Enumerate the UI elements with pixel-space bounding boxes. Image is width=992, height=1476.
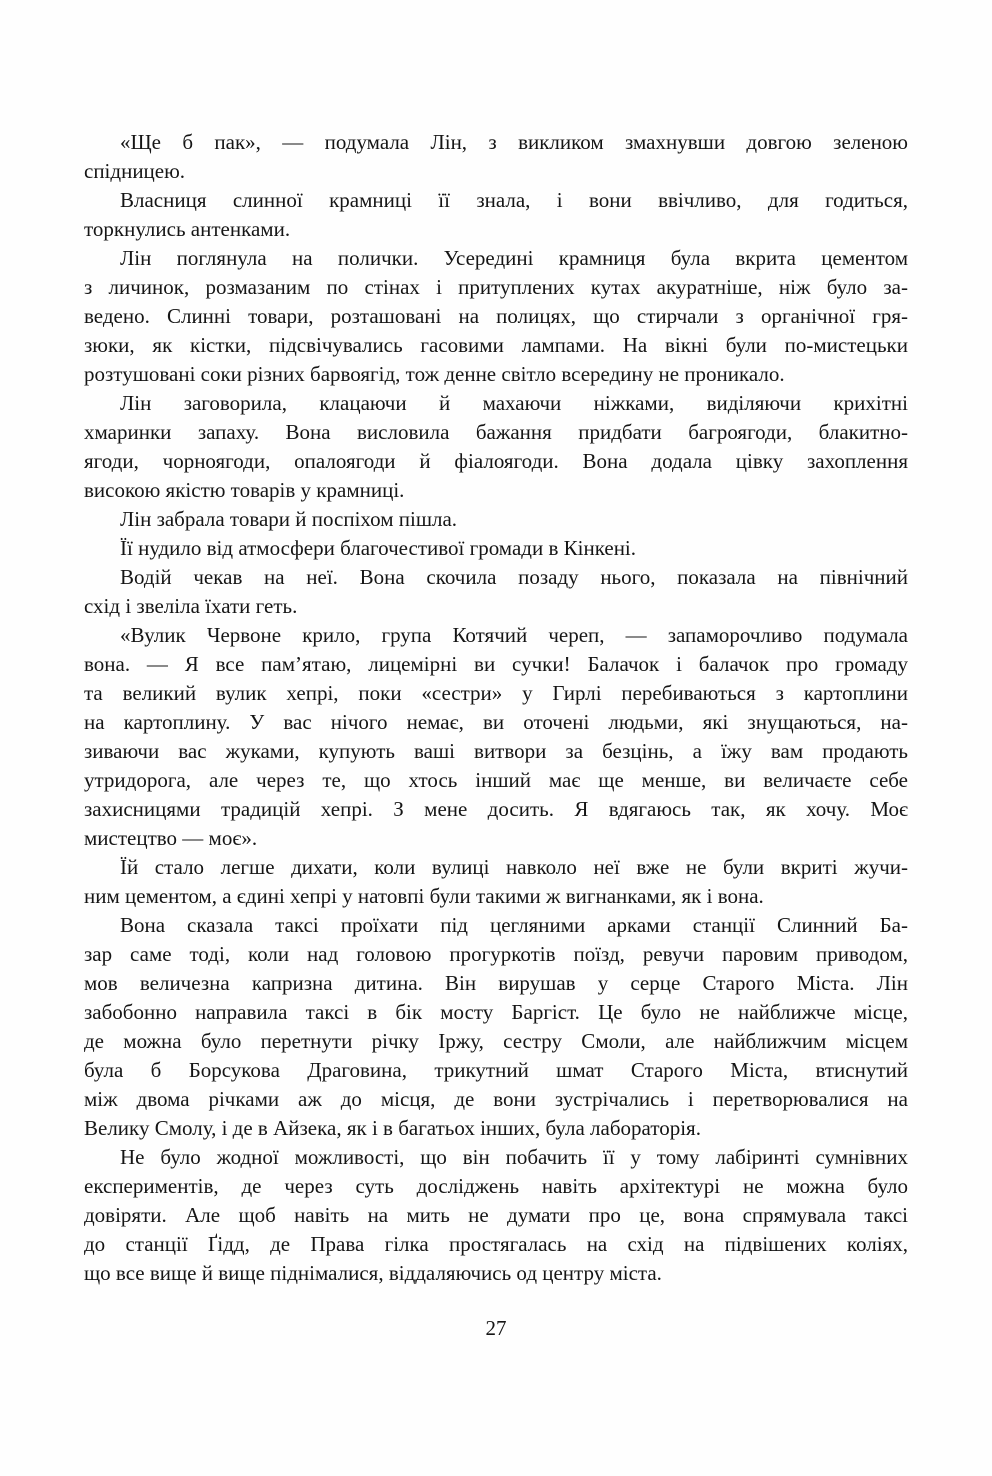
page-number: 27 [485, 1316, 507, 1340]
text-line: торкнулись антенками. [84, 217, 291, 241]
text-line: що все вище й вище піднімалися, віддаляючись од центру міста. [84, 1261, 662, 1285]
text-line: зар саме тоді, коли над головою прогуркотів поїзд, ревучи паровим приводом, [84, 942, 908, 966]
text-line: довіряти. Але щоб навіть на мить не думати про це, вона спрямувала таксі [84, 1203, 908, 1227]
text-line: між двома річками аж до місця, де вони зустрічались і перетворювалися на [84, 1087, 908, 1111]
text-line: ягоди, чорноягоди, опалоягоди й фіалоягоди. Вона додала цівку захоплення [84, 449, 908, 473]
text-line: Її нудило від атмосфери благочестивої громади в Кінкені. [120, 536, 637, 560]
text-line: ведено. Слинні товари, розташовані на полицях, що стирчали з органічної гря- [84, 304, 908, 328]
text-line: Водій чекав на неї. Вона скочила позаду нього, показала на північний [120, 565, 908, 589]
text-line: де можна було перетнути річку Іржу, сестру Смоли, але найближчим місцем [84, 1029, 908, 1053]
text-line: забобонно направила таксі в бік мосту Баргіст. Це було не найближче місце, [84, 1000, 908, 1024]
body-text [84, 128, 908, 1288]
text-line: на картоплину. У вас нічого немає, ви оточені людьми, які знущаються, на- [84, 710, 908, 734]
text-line: експериментів, де через суть досліджень навіть архітектурі не можна було [84, 1174, 908, 1198]
text-line: схід і звеліла їхати геть. [84, 594, 298, 618]
text-line: розтушовані соки різних барвоягід, тож денне світло всередину не проникало. [84, 362, 785, 386]
text-line: мистецтво — моє». [84, 826, 258, 850]
text-line: хмаринки запаху. Вона висловила бажання придбати багроягоди, блакитно- [84, 420, 908, 444]
text-line: Лін заговорила, клацаючи й махаючи ніжками, виділяючи крихітні [120, 391, 908, 415]
text-line: захисницями традицій хепрі. З мене досить. Я вдягаюсь так, як хочу. Моє [84, 797, 908, 821]
text-line: до станції Ґідд, де Права гілка простягалась на схід на підвішених коліях, [84, 1232, 908, 1256]
text-line: Велику Смолу, і де в Айзека, як і в багатьох інших, була лабораторія. [84, 1116, 701, 1140]
text-line: Їй стало легше дихати, коли вулиці навколо неї вже не були вкриті жучи- [120, 855, 908, 879]
text-line: вона. — Я все пам’ятаю, лицемірні ви сучки! Балачок і балачок про громаду [84, 652, 908, 676]
text-line: та великий вулик хепрі, поки «сестри» у Гирлі перебиваються з картоплини [84, 681, 908, 705]
text-line: «Ще б пак», — подумала Лін, з викликом змахнувши довгою зеленою [120, 130, 908, 154]
text-line: мов величезна капризна дитина. Він вирушав у серце Старого Міста. Лін [84, 971, 908, 995]
text-line: Лін поглянула на полички. Усередині крамниця була вкрита цементом [120, 246, 908, 270]
text-line: «Вулик Червоне крило, група Котячий череп, — запаморочливо подумала [120, 623, 908, 647]
text-line: Власниця слинної крамниці її знала, і вони ввічливо, для годиться, [120, 188, 908, 212]
text-line: була б Борсукова Драговина, трикутний шмат Старого Міста, втиснутий [84, 1058, 908, 1082]
text-line: Вона сказала таксі проїхати під цегляними арками станції Слинний Ба- [120, 913, 908, 937]
text-line: з личинок, розмазаним по стінах і притуплених кутах акуратніше, ніж було за- [84, 275, 908, 299]
text-line: зюки, як кістки, підсвічувались гасовими лампами. На вікні були по-мистецьки [84, 333, 908, 357]
text-line: зиваючи вас жуками, купують ваші витвори за безцінь, а їжу вам продають [84, 739, 908, 763]
text-line: високою якістю товарів у крамниці. [84, 478, 405, 502]
text-line: Не було жодної можливості, що він побачить її у тому лабіринті сумнівних [120, 1145, 908, 1169]
text-line: ним цементом, а єдині хепрі у натовпі були такими ж вигнанками, як і вона. [84, 884, 764, 908]
text-line: спідницею. [84, 159, 186, 183]
text-line: утридорога, але через те, що хтось інший має ще менше, ви величаєте себе [84, 768, 908, 792]
text-line: Лін забрала товари й поспіхом пішла. [120, 507, 458, 531]
